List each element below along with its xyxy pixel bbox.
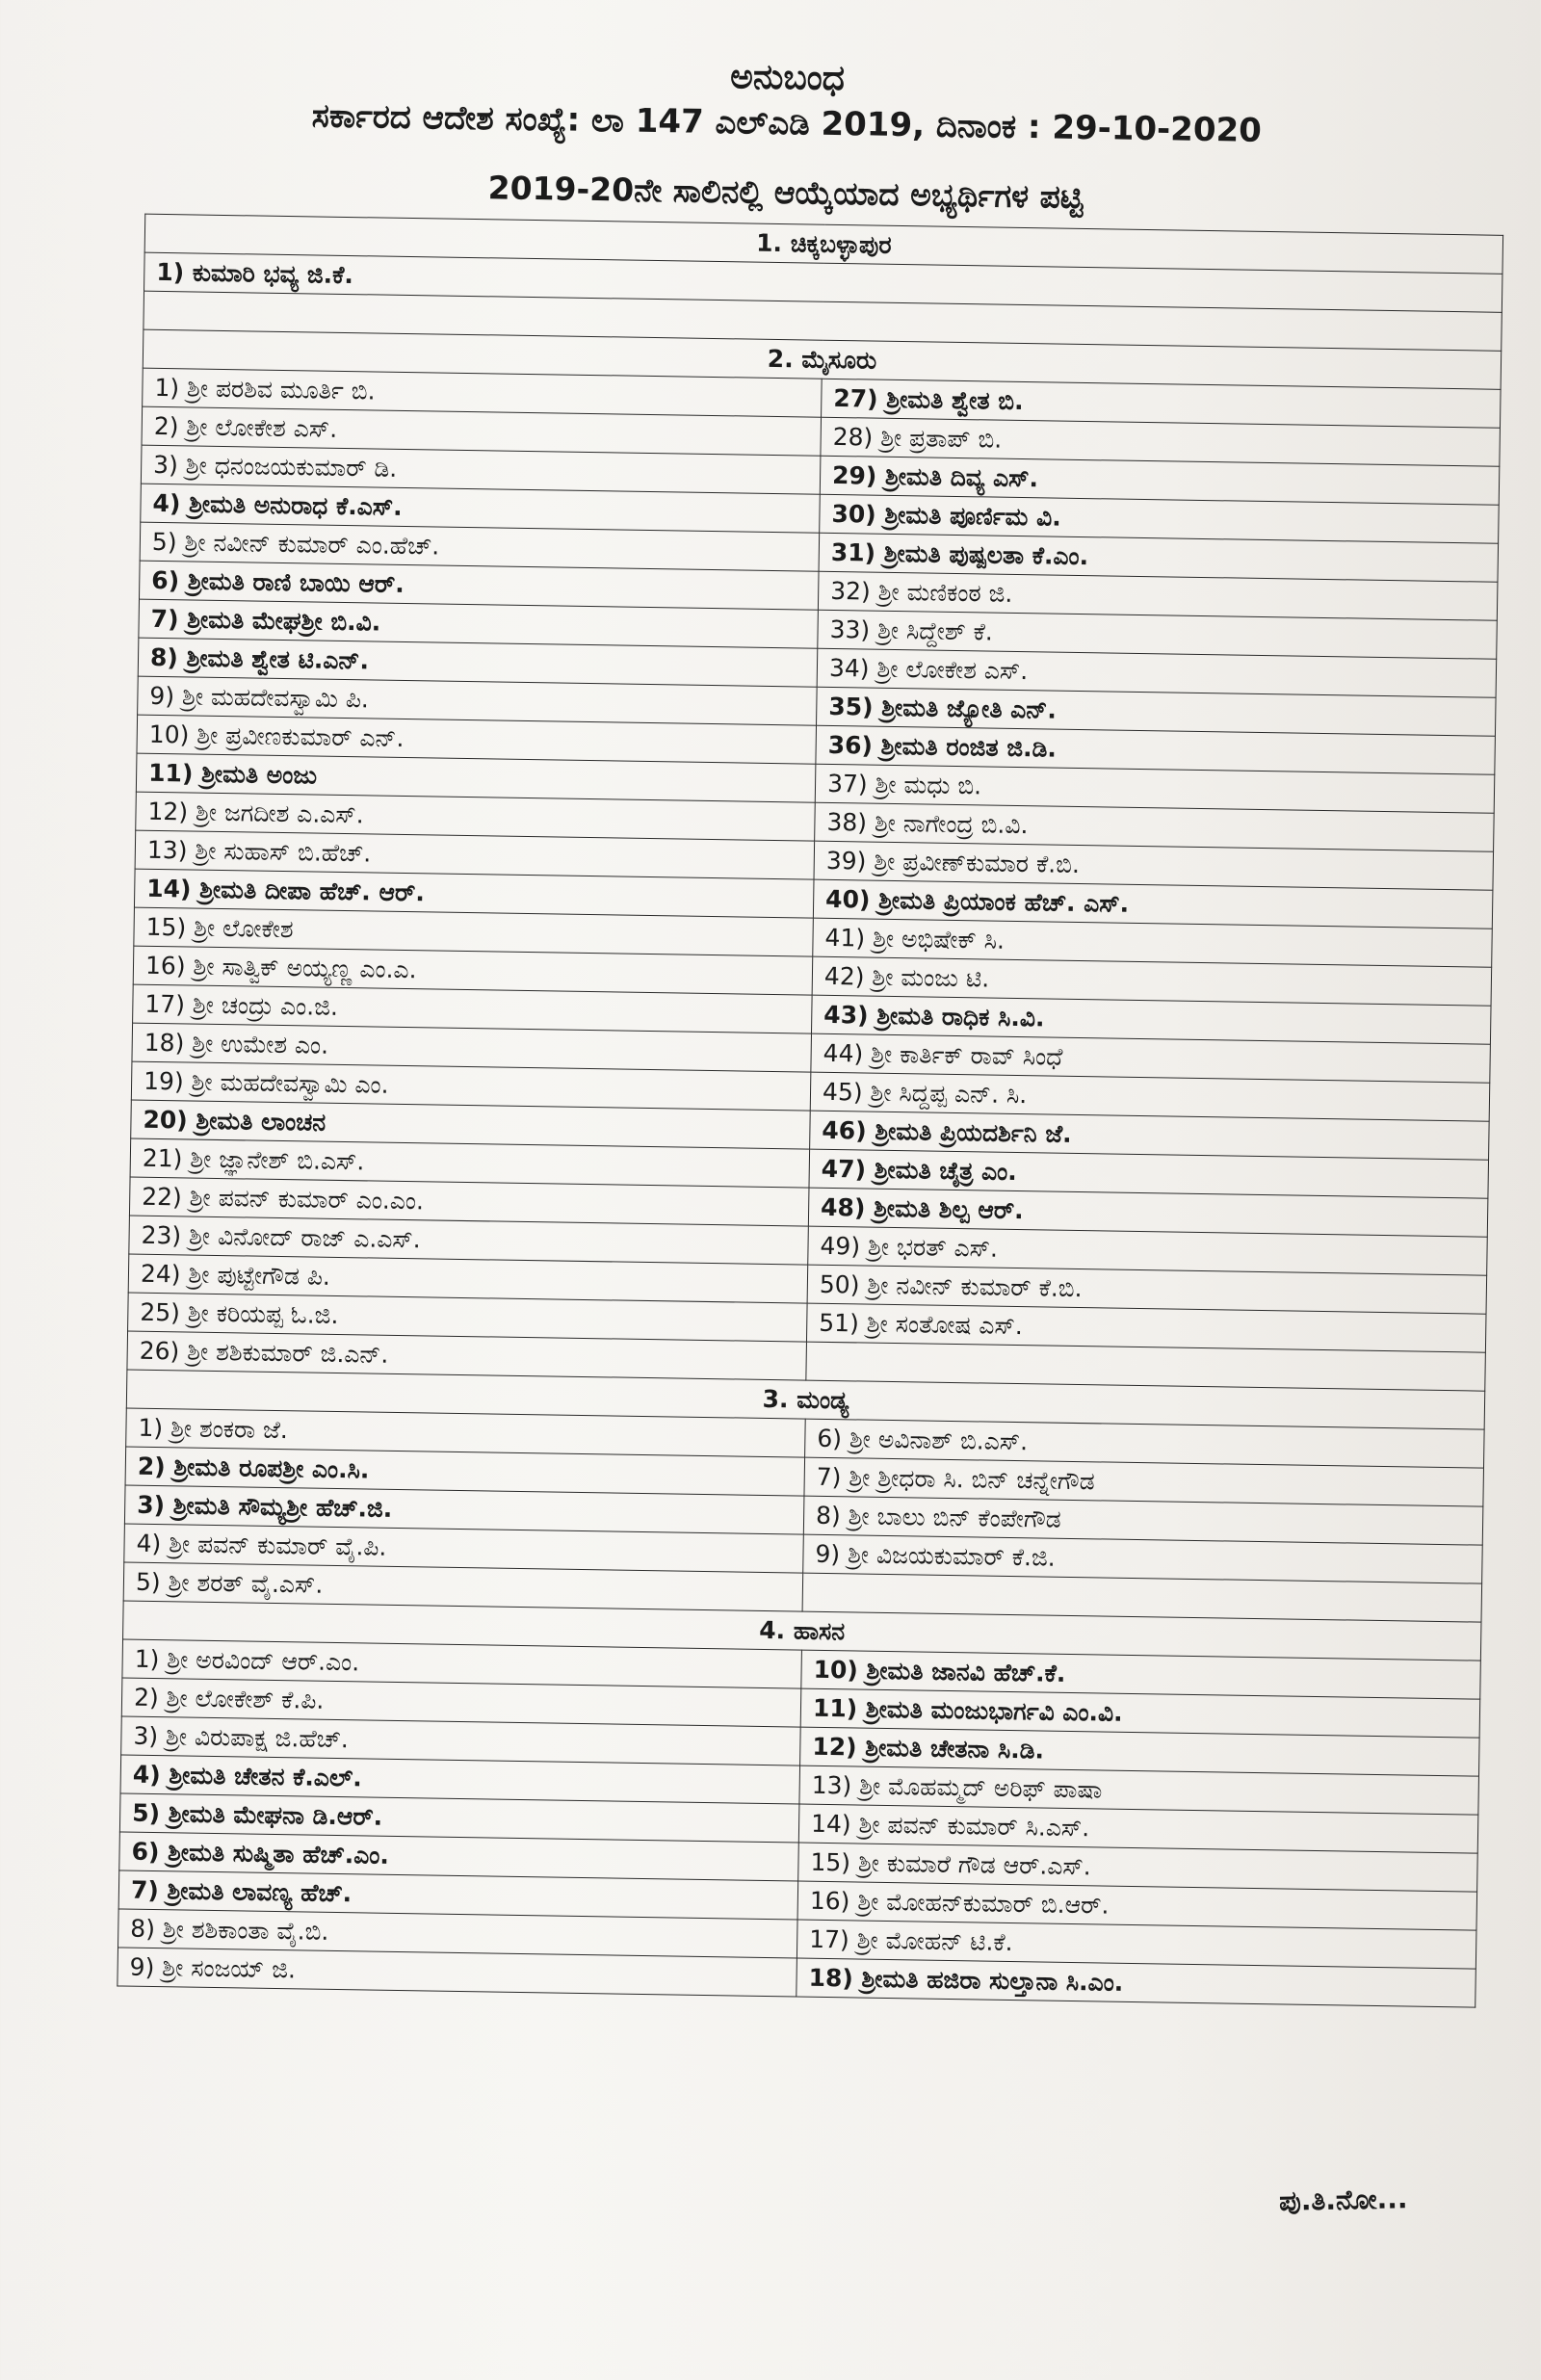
mysuru-name-cell: 46) ಶ್ರೀಮತಿ ಪ್ರಿಯದರ್ಶಿನಿ ಜೆ. — [810, 1111, 1490, 1160]
mandya-name-cell: 6) ಶ್ರೀ ಅವಿನಾಶ್ ಬಿ.ಎಸ್. — [805, 1419, 1485, 1468]
mysuru-name-cell: 21) ಶ್ರೀ ಜ್ಞಾನೇಶ್ ಬಿ.ಎಸ್. — [130, 1138, 810, 1188]
annex-heading: ಅನುಬಂಧ — [729, 57, 846, 99]
hassan-name-cell: 3) ಶ್ರೀ ವಿರುಪಾಕ್ಷ ಜಿ.ಹೆಚ್. — [121, 1716, 801, 1765]
mysuru-name-cell: 43) ಶ್ರೀಮತಿ ರಾಧಿಕ ಸಿ.ವಿ. — [811, 995, 1491, 1044]
mysuru-name-cell: 29) ಶ್ರೀಮತಿ ದಿವ್ಯ ಎಸ್. — [820, 456, 1500, 505]
mysuru-name-cell: 16) ಶ್ರೀ ಸಾತ್ವಿಕ್ ಅಯ್ಯಣ್ಣ ಎಂ.ಎ. — [133, 946, 813, 995]
mandya-name-cell: 2) ಶ್ರೀಮತಿ ರೂಪಶ್ರೀ ಎಂ.ಸಿ. — [125, 1447, 805, 1496]
hassan-name-cell: 2) ಶ್ರೀ ಲೋಕೇಶ್ ಕೆ.ಪಿ. — [121, 1678, 801, 1727]
mysuru-name-cell: 14) ಶ್ರೀಮತಿ ದೀಪಾ ಹೆಚ್. ಆರ್. — [134, 869, 814, 918]
mysuru-name-cell: 42) ಶ್ರೀ ಮಂಜು ಟಿ. — [812, 956, 1492, 1006]
mandya-name-cell: 1) ಶ್ರೀ ಶಂಕರಾ ಜೆ. — [126, 1408, 806, 1457]
mandya-name-cell: 4) ಶ್ರೀ ಪವನ್ ಕುಮಾರ್ ವೈ.ಪಿ. — [124, 1524, 804, 1573]
mysuru-name-cell: 17) ಶ್ರೀ ಚಂದ್ರು ಎಂ.ಜಿ. — [133, 984, 813, 1033]
hassan-name-cell: 13) ಶ್ರೀ ಮೊಹಮ್ಮದ್ ಅರಿಫ್ ಪಾಷಾ — [799, 1765, 1479, 1815]
mandya-name-cell: 3) ಶ್ರೀಮತಿ ಸೌಮ್ಯಶ್ರೀ ಹೆಚ್.ಜಿ. — [124, 1485, 804, 1534]
list-title: 2019-20ನೇ ಸಾಲಿನಲ್ಲಿ ಆಯ್ಕೆಯಾದ ಅಭ್ಯರ್ಥಿಗಳ ಪಟ್ಟಿ — [487, 169, 1084, 216]
mysuru-name-cell: 7) ಶ್ರೀಮತಿ ಮೇಘಶ್ರೀ ಬಿ.ವಿ. — [139, 599, 819, 648]
mandya-name-cell: 7) ಶ್ರೀ ಶ್ರೀಧರಾ ಸಿ. ಬಿನ್ ಚನ್ನೇಗೌಡ — [804, 1457, 1484, 1506]
mysuru-name-cell: 13) ಶ್ರೀ ಸುಹಾಸ್ ಬಿ.ಹೆಚ್. — [135, 830, 815, 879]
mysuru-name-cell: 10) ಶ್ರೀ ಪ್ರವೀಣಕುಮಾರ್ ಎನ್. — [137, 715, 817, 764]
mysuru-name-cell: 45) ಶ್ರೀ ಸಿದ್ದಪ್ಪ ಎನ್. ಸಿ. — [810, 1072, 1490, 1121]
mysuru-name-cell: 8) ಶ್ರೀಮತಿ ಶ್ವೇತ ಟಿ.ಎನ್. — [138, 638, 818, 687]
mysuru-section-title: 2. ಮೈಸೂರು — [143, 329, 1501, 389]
mysuru-name-cell: 38) ಶ್ರೀ ನಾಗೇಂದ್ರ ಬಿ.ವಿ. — [815, 802, 1495, 851]
mandya-section-title: 3. ಮಂಡ್ಯ — [126, 1370, 1484, 1429]
mandya-name-cell: 5) ಶ್ರೀ ಶರತ್ ವೈ.ಎಸ್. — [123, 1562, 803, 1611]
mysuru-name-cell: 24) ಶ್ರೀ ಪುಟ್ಟೇಗೌಡ ಪಿ. — [128, 1254, 808, 1303]
continued-note: ಪು.ತಿ.ನೋ... — [1278, 2183, 1408, 2217]
mysuru-name-cell: 19) ಶ್ರೀ ಮಹದೇವಸ್ವಾಮಿ ಎಂ. — [131, 1061, 811, 1111]
mysuru-name-cell: 51) ಶ್ರೀ ಸಂತೋಷ ಎಸ್. — [806, 1303, 1486, 1352]
mysuru-name-cell: 50) ಶ್ರೀ ನವೀನ್ ಕುಮಾರ್ ಕೆ.ಬಿ. — [807, 1265, 1487, 1314]
mysuru-name-cell: 28) ಶ್ರೀ ಪ್ರತಾಪ್ ಬಿ. — [821, 417, 1501, 466]
mysuru-name-cell: 20) ಶ್ರೀಮತಿ ಲಾಂಚನ — [131, 1100, 811, 1149]
mysuru-name-cell: 11) ಶ್ರೀಮತಿ ಅಂಜು — [136, 753, 816, 802]
mysuru-name-cell: 2) ಶ್ರೀ ಲೋಕೇಶ ಎಸ್. — [142, 406, 822, 456]
mandya-name-cell: 9) ಶ್ರೀ ವಿಜಯಕುಮಾರ್ ಕೆ.ಜಿ. — [803, 1534, 1483, 1583]
mysuru-name-cell: 26) ಶ್ರೀ ಶಶಿಕುಮಾರ್ ಜಿ.ಎನ್. — [127, 1331, 807, 1380]
mandya-name-cell: 8) ಶ್ರೀ ಬಾಲು ಬಿನ್ ಕೆಂಪೇಗೌಡ — [803, 1496, 1483, 1545]
mysuru-name-cell: 23) ಶ್ರೀ ವಿನೋದ್ ರಾಜ್ ಎ.ಎಸ್. — [129, 1216, 809, 1265]
hassan-name-cell: 12) ಶ್ರೀಮತಿ ಚೇತನಾ ಸಿ.ಡಿ. — [800, 1727, 1480, 1776]
government-order-line: ಸರ್ಕಾರದ ಆದೇಶ ಸಂಖ್ಯೆ: ಲಾ 147 ಎಲ್ಎಡಿ 2019, ದಿನಾಂಕ : 29-10-2020 — [311, 96, 1263, 150]
mysuru-name-cell: 5) ಶ್ರೀ ನವೀನ್ ಕುಮಾರ್ ಎಂ.ಹೆಚ್. — [140, 522, 820, 571]
chikkaballapura-section-title: 1. ಚಿಕ್ಕಬಳ್ಳಾಪುರ — [144, 214, 1502, 274]
mysuru-name-cell: 40) ಶ್ರೀಮತಿ ಪ್ರಿಯಾಂಕ ಹೆಚ್. ಎಸ್. — [813, 879, 1493, 928]
mysuru-name-cell: 30) ಶ್ರೀಮತಿ ಪೂರ್ಣಿಮ ವಿ. — [820, 494, 1500, 543]
mysuru-name-cell: 22) ಶ್ರೀ ಪವನ್ ಕುಮಾರ್ ಎಂ.ಎಂ. — [129, 1177, 809, 1226]
mysuru-name-cell: 39) ಶ್ರೀ ಪ್ರವೀಣ್‌ಕುಮಾರ ಕೆ.ಬಿ. — [814, 841, 1494, 890]
hassan-name-cell: 10) ಶ್ರೀಮತಿ ಜಾನವಿ ಹೆಚ್.ಕೆ. — [801, 1650, 1481, 1699]
hassan-name-cell: 15) ಶ್ರೀ ಕುಮಾರೆ ಗೌಡ ಆರ್.ಎಸ್. — [798, 1843, 1478, 1892]
mysuru-name-cell: 27) ಶ್ರೀಮತಿ ಶ್ವೇತ ಬಿ. — [822, 379, 1502, 428]
hassan-name-cell: 11) ಶ್ರೀಮತಿ ಮಂಜುಭಾರ್ಗವಿ ಎಂ.ವಿ. — [800, 1688, 1480, 1738]
hassan-name-cell: 4) ಶ್ರೀಮತಿ ಚೇತನ ಕೆ.ಎಲ್. — [120, 1755, 800, 1804]
mysuru-name-cell: 15) ಶ್ರೀ ಲೋಕೇಶ — [134, 907, 814, 956]
mysuru-name-cell: 44) ಶ್ರೀ ಕಾರ್ತಿಕ್ ರಾವ್ ಸಿಂಧೆ — [811, 1033, 1491, 1083]
mysuru-name-cell: 49) ಶ್ರೀ ಭರತ್ ಎಸ್. — [808, 1226, 1488, 1275]
mysuru-name-cell: 35) ಶ್ರೀಮತಿ ಜ್ಯೋತಿ ಎನ್. — [817, 687, 1497, 736]
mysuru-name-cell: 9) ಶ್ರೀ ಮಹದೇವಸ್ವಾಮಿ ಪಿ. — [138, 676, 818, 725]
mysuru-name-cell: 32) ಶ್ರೀ ಮಣಿಕಂಠ ಜಿ. — [818, 571, 1498, 620]
mysuru-name-cell: 18) ಶ್ರೀ ಉಮೇಶ ಎಂ. — [132, 1023, 812, 1072]
mysuru-name-cell: 12) ಶ್ರೀ ಜಗದೀಶ ಎ.ಎಸ್. — [136, 792, 816, 841]
hassan-name-cell: 7) ಶ್ರೀಮತಿ ಲಾವಣ್ಯ ಹೆಚ್. — [118, 1870, 798, 1920]
hassan-name-cell: 1) ಶ್ರೀ ಅರವಿಂದ್ ಆರ್.ಎಂ. — [122, 1639, 802, 1688]
mysuru-name-cell: 25) ಶ್ರೀ ಕರಿಯಪ್ಪ ಓ.ಜಿ. — [128, 1293, 808, 1342]
hassan-name-cell: 6) ಶ್ರೀಮತಿ ಸುಷ್ಮಿತಾ ಹೆಚ್.ಎಂ. — [119, 1832, 799, 1881]
mysuru-name-cell: 47) ಶ್ರೀಮತಿ ಚೈತ್ರ ಎಂ. — [809, 1149, 1489, 1198]
chikkaballapura-name-cell: 1) ಕುಮಾರಿ ಭವ್ಯ ಜಿ.ಕೆ. — [144, 252, 1502, 312]
hassan-name-cell: 18) ಶ್ರೀಮತಿ ಹಜಿರಾ ಸುಲ್ತಾನಾ ಸಿ.ಎಂ. — [797, 1958, 1476, 2007]
hassan-name-cell: 14) ಶ್ರೀ ಪವನ್ ಕುಮಾರ್ ಸಿ.ಎಸ್. — [798, 1804, 1478, 1853]
mysuru-name-cell: 3) ಶ್ರೀ ಧನಂಜಯಕುಮಾರ್ ಡಿ. — [141, 445, 821, 494]
mysuru-name-cell: 36) ಶ್ರೀಮತಿ ರಂಜಿತ ಜಿ.ಡಿ. — [816, 725, 1496, 774]
mysuru-name-cell: 4) ಶ್ರೀಮತಿ ಅನುರಾಧ ಕೆ.ಎಸ್. — [141, 484, 821, 533]
mysuru-name-cell: 31) ಶ್ರೀಮತಿ ಪುಷ್ಪಲತಾ ಕೆ.ಎಂ. — [819, 533, 1499, 582]
mysuru-name-cell: 34) ಶ್ರೀ ಲೋಕೇಶ ಎಸ್. — [817, 648, 1497, 697]
hassan-name-cell: 5) ಶ್ರೀಮತಿ ಮೇಘನಾ ಡಿ.ಆರ್. — [119, 1793, 799, 1843]
mysuru-name-cell: 48) ಶ್ರೀಮತಿ ಶಿಲ್ಪ ಆರ್. — [808, 1188, 1488, 1237]
mysuru-name-cell: 33) ಶ್ರೀ ಸಿದ್ದೇಶ್ ಕೆ. — [818, 610, 1498, 659]
mysuru-name-cell: 41) ಶ್ರೀ ಅಭಿಷೇಕ್ ಸಿ. — [813, 918, 1493, 967]
mysuru-name-cell: 37) ಶ್ರೀ ಮಧು ಬಿ. — [815, 764, 1495, 813]
hassan-name-cell: 16) ಶ್ರೀ ಮೋಹನ್‌ಕುಮಾರ್ ಬಿ.ಆರ್. — [797, 1881, 1477, 1930]
hassan-name-cell: 17) ಶ್ರೀ ಮೋಹನ್ ಟಿ.ಕೆ. — [797, 1920, 1476, 1969]
mysuru-name-cell: 1) ಶ್ರೀ ಪರಶಿವ ಮೂರ್ತಿ ಬಿ. — [143, 368, 823, 417]
candidate-table — [117, 214, 1503, 2008]
hassan-name-cell: 9) ಶ್ರೀ ಸಂಜಯ್ ಜಿ. — [118, 1948, 797, 1997]
hassan-name-cell: 8) ಶ್ರೀ ಶಶಿಕಾಂತಾ ವೈ.ಬಿ. — [118, 1909, 798, 1958]
mysuru-name-cell: 6) ಶ್ರೀಮತಿ ರಾಣಿ ಬಾಯಿ ಆರ್. — [139, 561, 819, 610]
hassan-section-title: 4. ಹಾಸನ — [123, 1601, 1481, 1661]
